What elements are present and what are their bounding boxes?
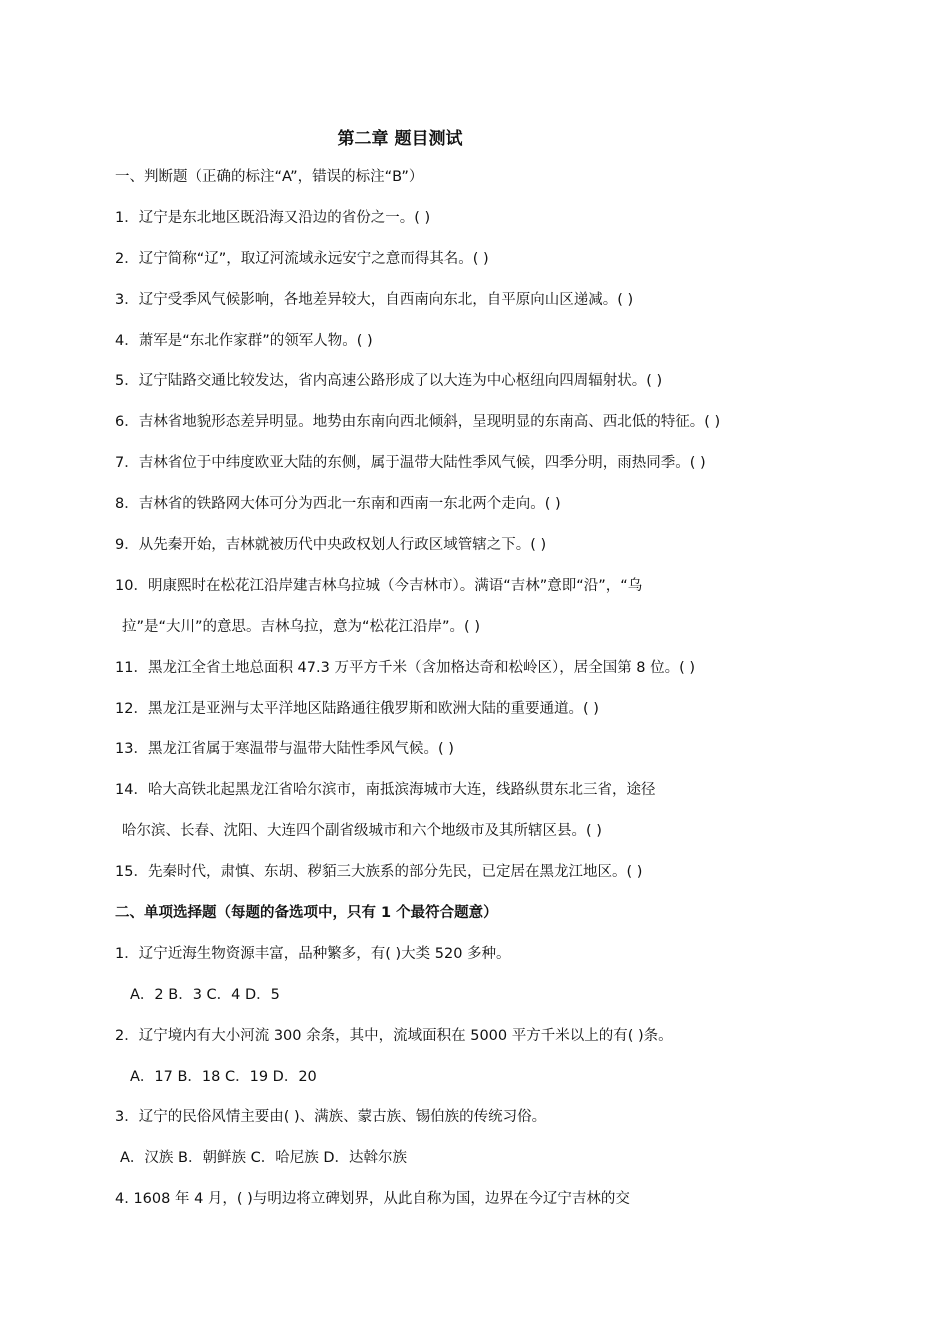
- section-heading-single-choice: 二、单项选择题（每题的备选项中，只有 1 个最符合题意）: [115, 905, 498, 922]
- question-item: 3．辽宁受季风气候影响，各地差异较大，自西南向东北，自平原向山区递减。( ): [115, 291, 634, 308]
- question-item: 3．辽宁的民俗风情主要由( )、满族、蒙古族、锡伯族的传统习俗。: [115, 1109, 547, 1126]
- page-title-text: 第二章 题目测试: [337, 129, 463, 149]
- question-item-continuation: 哈尔滨、长春、沈阳、大连四个副省级城市和六个地级市及其所辖区县。( ): [122, 823, 602, 840]
- document-body: [115, 166, 835, 1229]
- question-item: 2．辽宁境内有大小河流 300 余条，其中，流域面积在 5000 平方千米以上的有( )条。: [115, 1027, 673, 1044]
- question-item: 1．辽宁近海生物资源丰富，品种繁多，有( )大类 520 多种。: [115, 945, 511, 962]
- question-item: 14．哈大高铁北起黑龙江省哈尔滨市，南抵滨海城市大连，线路纵贯东北三省，途径: [115, 782, 656, 799]
- page-title: [0, 124, 800, 149]
- question-item: 2．辽宁简称“辽”，取辽河流域永远安宁之意而得其名。( ): [115, 250, 489, 267]
- question-item: 15．先秦时代，肃慎、东胡、秽貊三大族系的部分先民，已定居在黑龙江地区。( ): [115, 864, 643, 881]
- question-item: 4. 1608 年 4 月，( )与明边将立碑划界，从此自称为国，边界在今辽宁吉林的交: [115, 1191, 630, 1208]
- answer-options: A．2 B．3 C．4 D．5: [130, 986, 280, 1003]
- answer-options: A．17 B．18 C．19 D．20: [130, 1068, 317, 1085]
- question-item: 7．吉林省位于中纬度欧亚大陆的东侧，属于温带大陆性季风气候，四季分明，雨热同季。( ): [115, 455, 706, 472]
- question-item: 10．明康熙时在松花江沿岸建吉林乌拉城（今吉林市）。满语“吉林”意即“沿”，“乌: [115, 577, 643, 594]
- question-item: 6．吉林省地貌形态差异明显。地势由东南向西北倾斜，呈现明显的东南高、西北低的特征。( ): [115, 414, 721, 431]
- question-item: 9．从先秦开始，吉林就被历代中央政权划人行政区域管辖之下。( ): [115, 537, 547, 554]
- question-item: 1．辽宁是东北地区既沿海又沿边的省份之一。( ): [115, 209, 431, 226]
- question-item: 8．吉林省的铁路网大体可分为西北一东南和西南一东北两个走向。( ): [115, 496, 561, 513]
- question-item: 4．萧军是“东北作家群”的领军人物。( ): [115, 332, 373, 349]
- answer-options: A．汉族 B．朝鲜族 C．哈尼族 D．达斡尔族: [120, 1150, 407, 1167]
- question-item: 13．黑龙江省属于寒温带与温带大陆性季风气候。( ): [115, 741, 454, 758]
- section-heading-true-false: 一、判断题（正确的标注“A”，错误的标注“B”）: [115, 169, 424, 185]
- question-item: 12．黑龙江是亚洲与太平洋地区陆路通往俄罗斯和欧洲大陆的重要通道。( ): [115, 700, 599, 717]
- question-item: 11．黑龙江全省土地总面积 47.3 万平方千米（含加格达奇和松岭区），居全国第 8 位。( ): [115, 659, 696, 676]
- question-item-continuation: 拉”是“大川”的意思。吉林乌拉，意为“松花江沿岸”。( ): [122, 618, 480, 635]
- question-item: 5．辽宁陆路交通比较发达，省内高速公路形成了以大连为中心枢纽向四周辐射状。( ): [115, 373, 663, 390]
